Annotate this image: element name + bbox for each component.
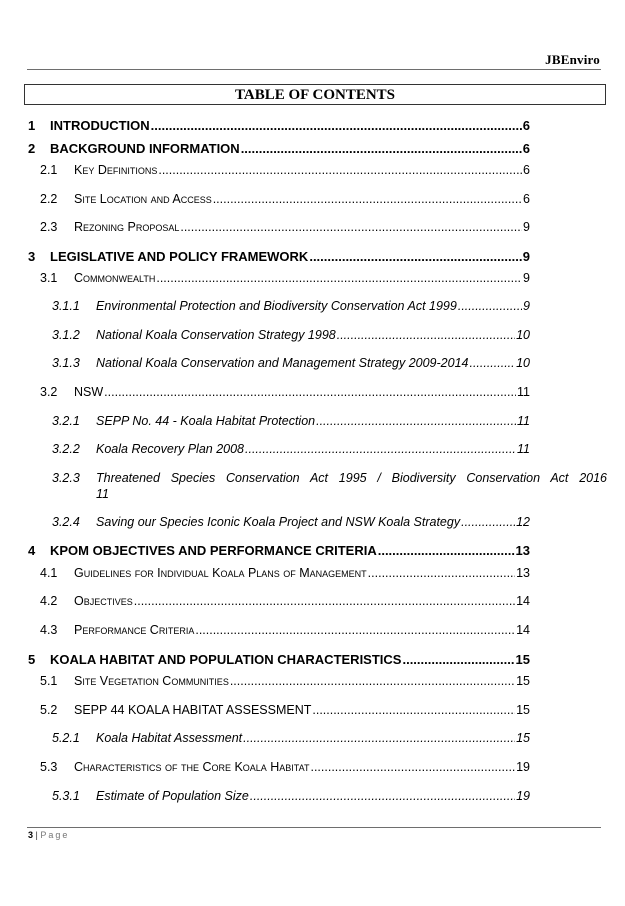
toc-entry-4[interactable] <box>28 543 530 558</box>
toc-entry-page: 11 <box>96 487 109 501</box>
toc-entry-number: 3.1.3 <box>52 356 80 370</box>
footer-page-number: 3 <box>28 830 34 840</box>
toc-entry-4-3[interactable] <box>40 623 530 637</box>
toc-entry-3-1-1[interactable] <box>52 299 530 313</box>
dot-leader <box>195 623 515 637</box>
toc-entry-page: 19 <box>516 789 530 803</box>
toc-entry-title: Objectives <box>74 594 133 608</box>
dot-leader <box>368 566 515 580</box>
toc-entry-3-1[interactable] <box>40 271 530 285</box>
toc-entry-number: 4.2 <box>40 594 58 608</box>
dot-leader <box>469 356 515 370</box>
toc-entry-page: 11 <box>517 414 530 428</box>
toc-entry-title: NSW <box>74 385 104 399</box>
toc-entry-3-2-2[interactable] <box>52 442 530 456</box>
toc-entry-number: 3 <box>28 249 36 264</box>
dot-leader <box>180 220 522 234</box>
toc-entry-number: 2.2 <box>40 192 58 206</box>
toc-entry-title: SEPP No. 44 - Koala Habitat Protection <box>96 414 316 428</box>
toc-entry-page: 6 <box>523 192 530 206</box>
toc-entry-title: KPOM OBJECTIVES AND PERFORMANCE CRITERIA <box>50 543 377 558</box>
toc-entry-page: 9 <box>523 220 530 234</box>
toc-entry-page: 9 <box>523 271 530 285</box>
toc-entry-title: National Koala Conservation Strategy 1998 <box>96 328 336 342</box>
toc-entry-number: 3.1 <box>40 271 58 285</box>
dot-leader <box>461 515 515 529</box>
toc-entry-page: 6 <box>522 141 530 156</box>
toc-entry-number: 3.1.2 <box>52 328 80 342</box>
toc-entry-3-2[interactable] <box>40 385 530 399</box>
toc-entry-3-1-2[interactable] <box>52 328 530 342</box>
toc-entry-number: 1 <box>28 118 36 133</box>
toc-entry-3[interactable] <box>28 249 530 264</box>
toc-entry-number: 4.1 <box>40 566 58 580</box>
toc-entry-5-2[interactable] <box>40 703 530 717</box>
page-footer <box>28 830 69 840</box>
toc-entry-page: 9 <box>523 299 530 313</box>
footer-page-label: Page <box>40 830 70 840</box>
toc-title: TABLE OF CONTENTS <box>234 87 396 103</box>
dot-leader <box>243 731 515 745</box>
toc-entry-number: 5.3 <box>40 760 58 774</box>
toc-entry-title: Threatened Species Conservation Act 1995 / Biodiversity Conservation Act 2016 <box>96 471 607 485</box>
footer-separator: | <box>35 830 38 840</box>
dot-leader <box>158 163 522 177</box>
dot-leader <box>458 299 522 313</box>
toc-entry-title: Koala Recovery Plan 2008 <box>96 442 245 456</box>
toc-entry-title: Environmental Protection and Biodiversity Conservation Act 1999 <box>96 299 457 313</box>
toc-entry-2[interactable] <box>28 141 530 156</box>
toc-entry-number: 4.3 <box>40 623 58 637</box>
toc-entry-5[interactable] <box>28 652 530 667</box>
toc-entry-3-2-4[interactable] <box>52 515 530 529</box>
toc-entry-title: Rezoning Proposal <box>74 220 180 234</box>
toc-entry-title: National Koala Conservation and Management Strategy 2009-2014 <box>96 356 469 370</box>
toc-entry-number: 2.3 <box>40 220 58 234</box>
toc-entry-number: 5.3.1 <box>52 789 80 803</box>
toc-heading-box <box>24 84 606 105</box>
dot-leader <box>309 249 521 264</box>
toc-entry-number: 3.2.2 <box>52 442 80 456</box>
dot-leader <box>402 652 514 667</box>
toc-entry-5-3-1[interactable] <box>52 789 530 803</box>
dot-leader <box>241 141 522 156</box>
toc-entry-title: Saving our Species Iconic Koala Project and NSW Koala Strategy <box>96 515 461 529</box>
dot-leader <box>230 674 515 688</box>
toc-entry-number: 3.1.1 <box>52 299 80 313</box>
toc-entry-title: Guidelines for Individual Koala Plans of Management <box>74 566 367 580</box>
toc-entry-page: 15 <box>515 652 530 667</box>
toc-entry-number: 4 <box>28 543 36 558</box>
footer-divider <box>27 827 601 828</box>
toc-entry-title: Commonwealth <box>74 271 156 285</box>
toc-entry-page: 11 <box>517 442 530 456</box>
dot-leader <box>310 760 515 774</box>
toc-entry-number: 5.2 <box>40 703 58 717</box>
toc-entry-2-3[interactable] <box>40 220 530 234</box>
toc-entry-page: 10 <box>516 356 530 370</box>
toc-entry-title: Site Vegetation Communities <box>74 674 229 688</box>
toc-entry-title: Characteristics of the Core Koala Habitat <box>74 760 310 774</box>
toc-entry-3-1-3[interactable] <box>52 356 530 370</box>
dot-leader <box>213 192 522 206</box>
toc-entry-3-2-1[interactable] <box>52 414 530 428</box>
dot-leader <box>312 703 515 717</box>
toc-entry-page: 10 <box>516 328 530 342</box>
toc-entry-title: LEGISLATIVE AND POLICY FRAMEWORK <box>50 249 309 264</box>
toc-entry-title: Performance Criteria <box>74 623 195 637</box>
toc-entry-title: Koala Habitat Assessment <box>96 731 243 745</box>
toc-entry-title: KOALA HABITAT AND POPULATION CHARACTERISTICS <box>50 652 402 667</box>
toc-entry-4-2[interactable] <box>40 594 530 608</box>
toc-entry-number: 5 <box>28 652 36 667</box>
toc-entry-page: 14 <box>516 594 530 608</box>
toc-entry-page: 15 <box>516 703 530 717</box>
dot-leader <box>151 118 522 133</box>
toc-entry-4-1[interactable] <box>40 566 530 580</box>
dot-leader <box>337 328 515 342</box>
dot-leader <box>250 789 515 803</box>
toc-entry-title: Key Definitions <box>74 163 158 177</box>
toc-entry-title: INTRODUCTION <box>50 118 150 133</box>
toc-entry-5-2-1[interactable] <box>52 731 530 745</box>
toc-entry-number: 3.2.4 <box>52 515 80 529</box>
toc-entry-title: Estimate of Population Size <box>96 789 249 803</box>
toc-entry-3-2-3[interactable] <box>52 471 607 505</box>
toc-entry-5-3[interactable] <box>40 760 530 774</box>
dot-leader <box>378 543 515 558</box>
toc-entry-page: 15 <box>516 674 530 688</box>
toc-entry-title: SEPP 44 KOALA HABITAT ASSESSMENT <box>74 703 312 717</box>
dot-leader <box>245 442 516 456</box>
toc-entry-page: 11 <box>517 385 530 399</box>
header-brand: JBEnviro <box>545 52 600 67</box>
toc-entry-number: 3.2 <box>40 385 58 399</box>
header-divider <box>27 69 601 70</box>
toc-entry-page: 14 <box>516 623 530 637</box>
toc-entry-2-2[interactable] <box>40 192 530 206</box>
toc-entry-page: 12 <box>516 515 530 529</box>
toc-entry-2-1[interactable] <box>40 163 530 177</box>
toc-entry-5-1[interactable] <box>40 674 530 688</box>
toc-entry-number: 5.1 <box>40 674 58 688</box>
toc-entry-number: 2.1 <box>40 163 58 177</box>
toc-entry-number: 2 <box>28 141 36 156</box>
toc-entry-page: 9 <box>522 249 530 264</box>
toc-entry-page: 6 <box>522 118 530 133</box>
toc-entry-title: Site Location and Access <box>74 192 212 206</box>
toc-entry-page: 13 <box>516 566 530 580</box>
dot-leader <box>156 271 522 285</box>
dot-leader <box>104 385 516 399</box>
toc-entry-title: BACKGROUND INFORMATION <box>50 141 240 156</box>
toc-entry-page: 6 <box>523 163 530 177</box>
toc-entry-1[interactable] <box>28 118 530 133</box>
toc-entry-number: 3.2.1 <box>52 414 80 428</box>
toc-entry-page: 13 <box>515 543 530 558</box>
toc-entry-page: 19 <box>516 760 530 774</box>
dot-leader <box>316 414 516 428</box>
dot-leader <box>134 594 515 608</box>
toc-entry-number: 3.2.3 <box>52 471 80 485</box>
toc-entry-number: 5.2.1 <box>52 731 80 745</box>
toc-entry-page: 15 <box>516 731 530 745</box>
